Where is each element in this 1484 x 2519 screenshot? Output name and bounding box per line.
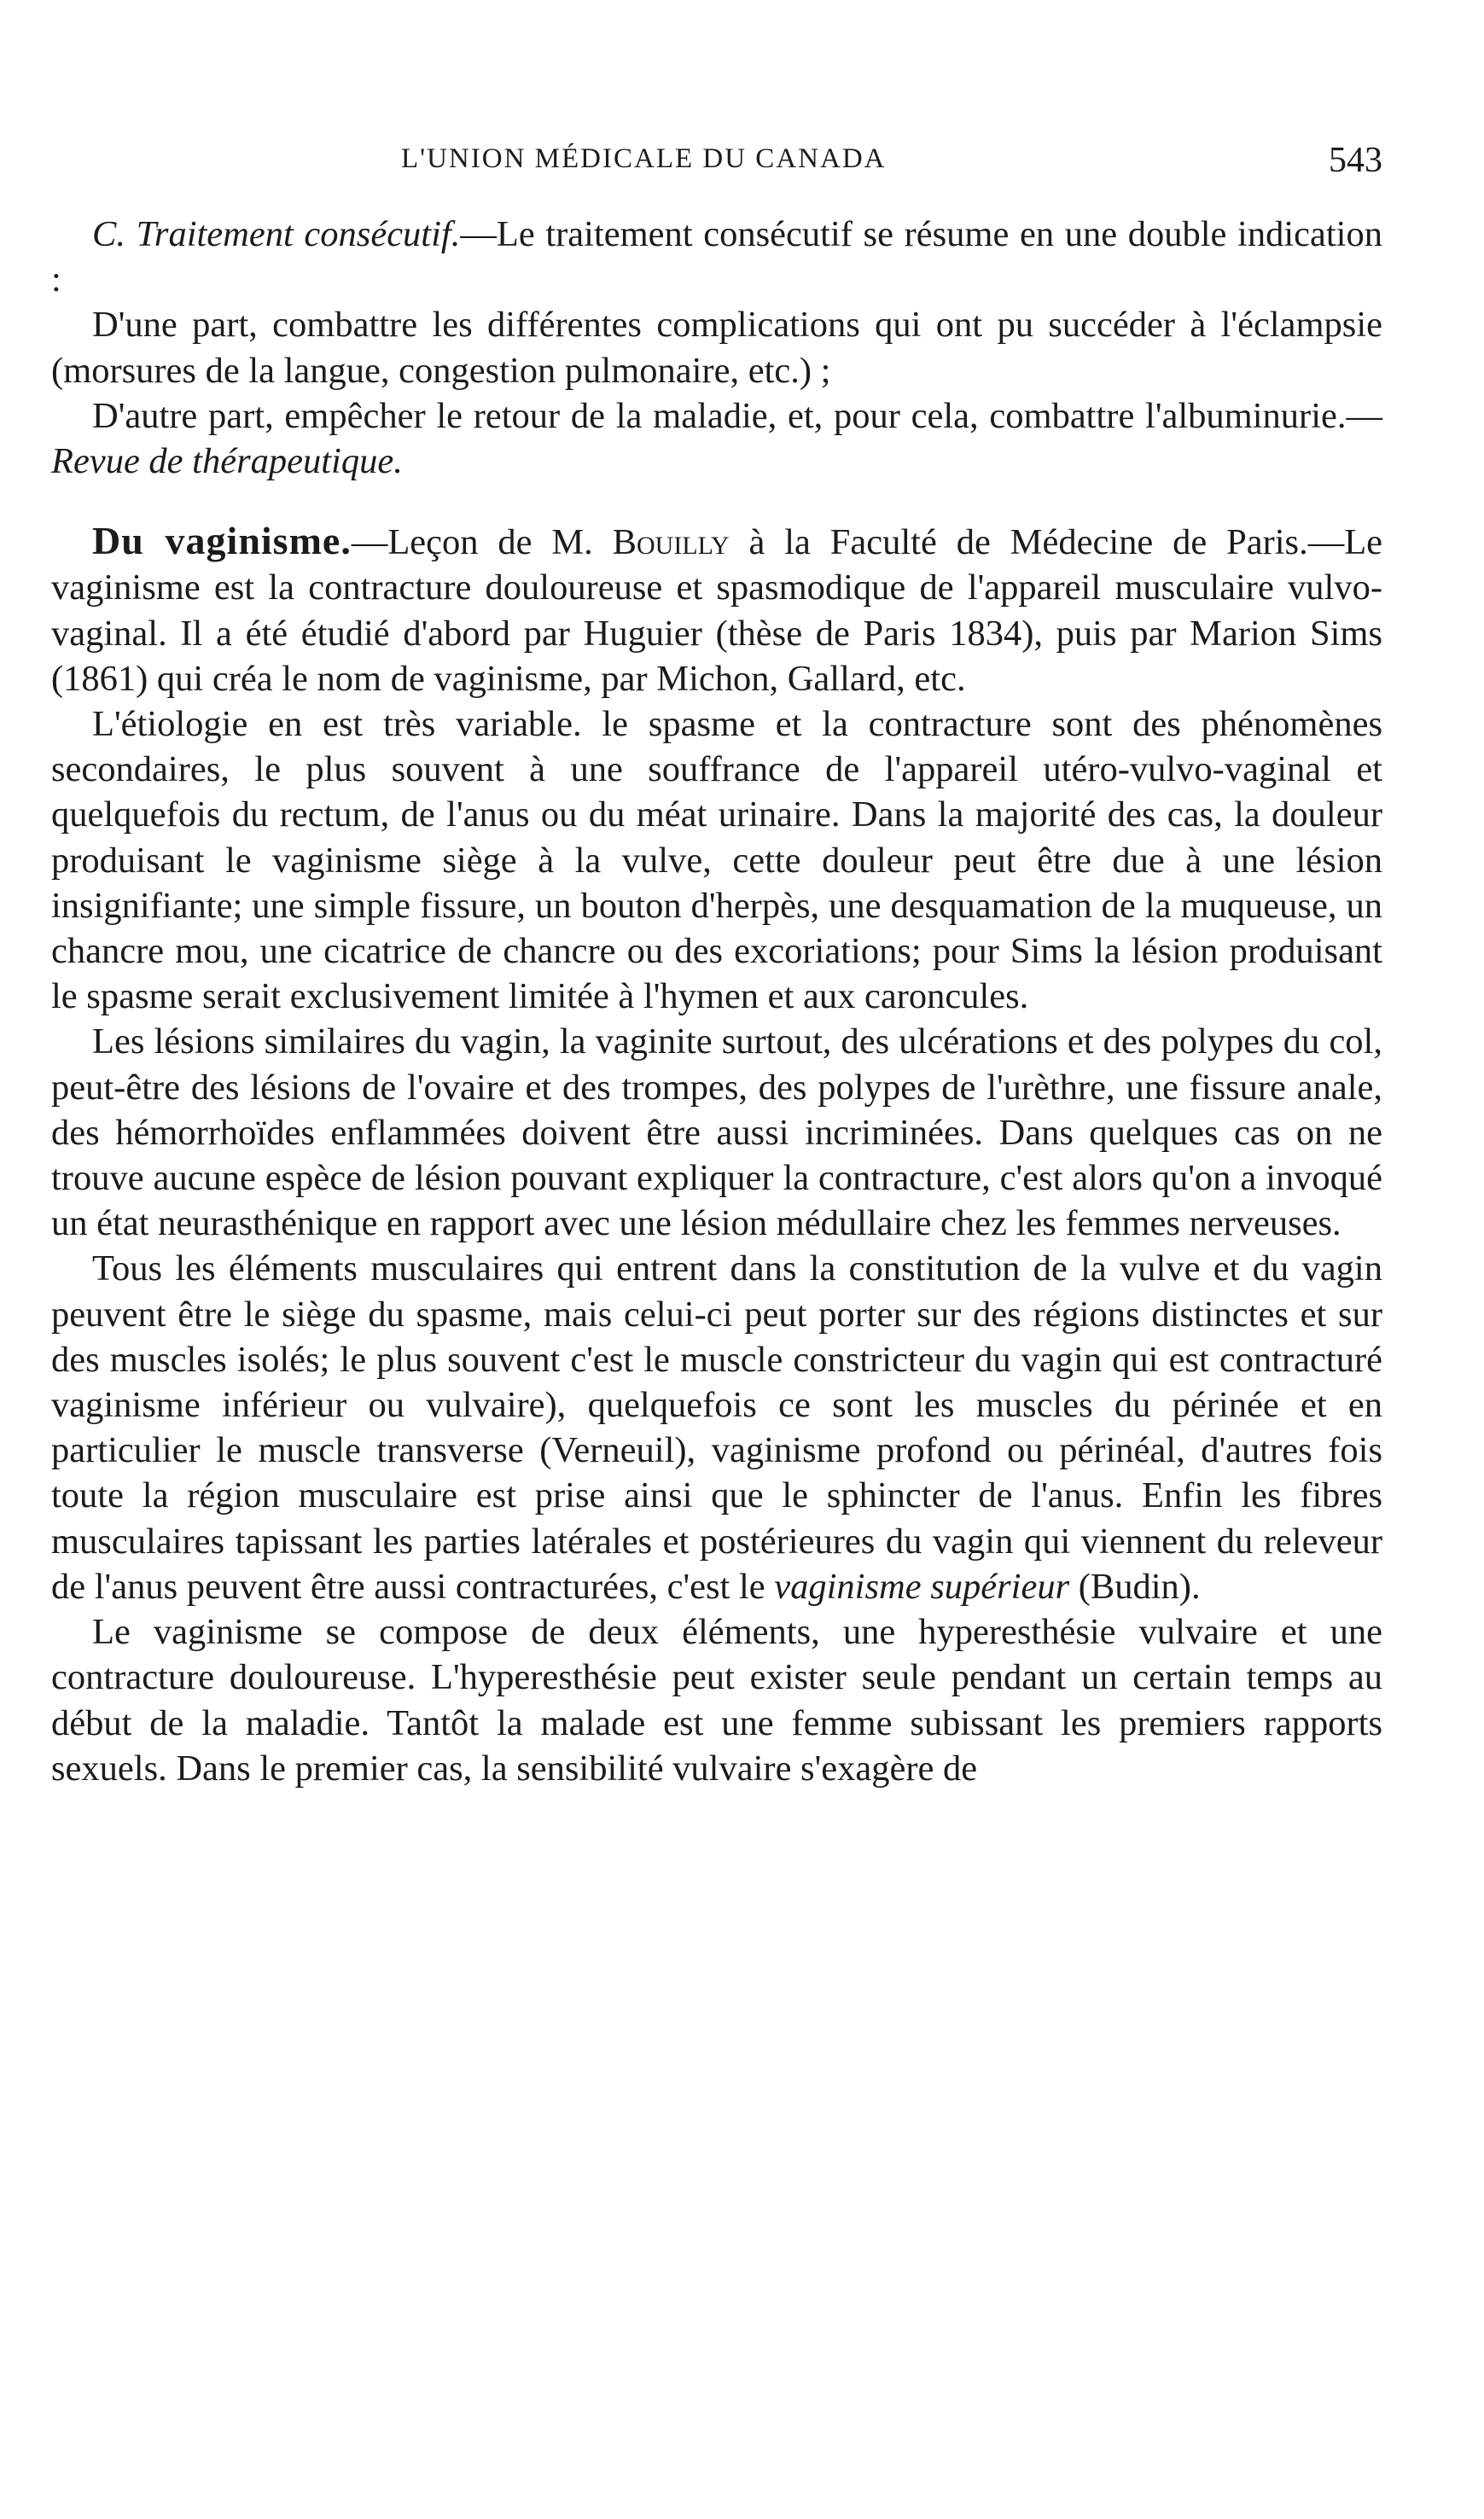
author-name: Bouilly xyxy=(612,522,730,563)
running-head xyxy=(51,143,1382,195)
paragraph: D'une part, combattre les différentes complications qui ont pu succéder à l'éclampsie (morsures de la langue, congestion pulmonaire, etc.) ; xyxy=(51,305,1382,391)
section-label: C. Traitement consécutif. xyxy=(92,214,461,254)
book-page xyxy=(51,0,1382,2519)
article-title: Du vaginisme. xyxy=(92,519,352,563)
body-text xyxy=(51,212,1382,1791)
paragraph-text-end: (Budin). xyxy=(1078,1566,1201,1607)
paragraph xyxy=(51,1246,1382,1609)
section-c-heading-paragraph xyxy=(51,212,1382,302)
article-intro-continued: à la Faculté de Médecine de Paris.—Le vaginisme est la contracture douloureuse et spasmodique de l'appareil musculaire vulvo-vaginal. Il a été étudié d'abord par Huguier (thèse de Paris 1834), puis par Marion Sims (1861) qui créa le nom de vaginisme, par Michon, Gallard, etc. xyxy=(51,522,1383,699)
article-intro: —Leçon de M. xyxy=(351,522,593,563)
paragraph: Les lésions similaires du vagin, la vaginite surtout, des ulcérations et des polypes du col, peut-être des lésions de l'ovaire et des trompes, des polypes de l'urèthre, une fissure anale, des hémorrhoïdes enflammées doivent être aussi incriminées. Dans quelques cas on ne trouve aucune espèce de lésion pouvant expliquer la contracture, c'est alors qu'on a invoqué un état neurasthénique en rapport avec une lésion médullaire chez les femmes nerveuses. xyxy=(51,1021,1382,1244)
page-number: 543 xyxy=(1329,141,1382,180)
paragraph xyxy=(51,393,1382,484)
paragraph-text: D'autre part, empêcher le retour de la maladie, et, pour cela, combattre l'albuminurie.— xyxy=(92,395,1382,436)
paragraph: Le vaginisme se compose de deux éléments, une hyperesthésie vulvaire et une contracture douloureuse. L'hyperesthésie peut exister seule pendant un certain temps au début de la maladie. Tantôt la malade est une femme subissant les premiers rapports sexuels. Dans le premier cas, la sensibilité vulvaire s'exagère de xyxy=(51,1612,1382,1789)
paragraph: L'étiologie en est très variable. le spasme et la contracture sont des phénomènes secondaires, le plus souvent à une souffrance de l'appareil utéro-vulvo-vaginal et quelquefois du rectum, de l'anus ou du méat urinaire. Dans la majorité des cas, la douleur produisant le vaginisme siège à la vulve, cette douleur peut être due à une lésion insignifiante; une simple fissure, un bouton d'herpès, une desquamation de la muqueuse, un chancre mou, une cicatrice de chancre ou des excoriations; pour Sims la lésion produisant le spasme serait exclusivement limitée à l'hymen et aux caroncules. xyxy=(51,704,1382,1017)
source-citation: Revue de thérapeutique. xyxy=(51,441,403,482)
running-title: L'UNION MÉDICALE DU CANADA xyxy=(401,143,887,174)
article-opening-paragraph xyxy=(51,518,1382,701)
section-intro: —Le traitement consécutif se résume en une double indication : xyxy=(51,214,1382,300)
emphasized-term: vaginisme supérieur xyxy=(774,1566,1070,1607)
paragraph-text: Tous les éléments musculaires qui entrent dans la constitution de la vulve et du vagin peuvent être le siège du spasme, mais celui-ci peut porter sur des régions distinctes et sur des muscles isolés; le plus souvent c'est le muscle constricteur du vagin qui est contracturé vaginisme inférieur ou vulvaire), quelquefois ce sont les muscles du périnée et en particulier le muscle transverse (Verneuil), vaginisme profond ou périnéal, d'autres fois toute la région musculaire est prise ainsi que le sphincter de l'anus. Enfin les fibres musculaires tapissant les parties latérales et postérieures du vagin qui viennent du releveur de l'anus peuvent être aussi contracturées, c'est le xyxy=(51,1248,1382,1607)
